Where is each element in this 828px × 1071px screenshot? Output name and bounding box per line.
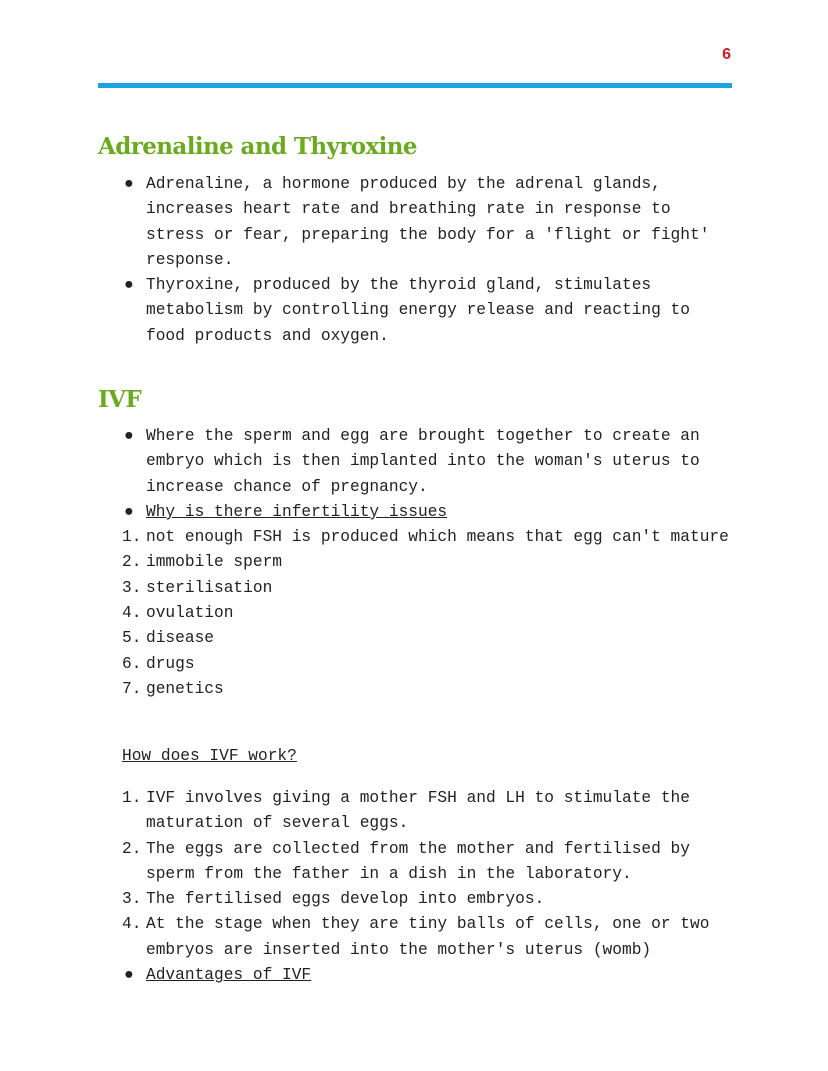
list-item: ● Advantages of IVF [98, 963, 738, 988]
item-text: not enough FSH is produced which means that egg can't mature [146, 528, 729, 547]
item-text: The fertilised eggs develop into embryos. [146, 890, 545, 909]
ivf-steps-list [98, 786, 738, 988]
item-text: genetics [146, 679, 224, 698]
item-text: disease [146, 629, 214, 648]
item-text: drugs [146, 654, 195, 673]
item-number: 5. [122, 629, 142, 648]
header-rule [98, 83, 732, 88]
ivf-list [98, 424, 738, 702]
list-item: ● Where the sperm and egg are brought together to create an embryo which is then implanted into the woman's uterus to increase chance of pregnancy. [98, 424, 738, 500]
numbered-item [98, 887, 738, 912]
item-number: 3. [122, 890, 142, 909]
bullet-icon: ● [124, 427, 134, 445]
page-number: 6 [722, 46, 731, 63]
numbered-item [98, 837, 738, 888]
numbered-item [98, 652, 738, 677]
item-text: At the stage when they are tiny balls of cells, one or two embryos are inserted into the mother's uterus (womb) [146, 915, 710, 959]
item-number: 6. [122, 654, 142, 673]
heading-ivf: IVF [98, 386, 142, 413]
item-number: 1. [122, 528, 142, 547]
item-number: 2. [122, 553, 142, 572]
bullet-icon: ● [124, 502, 134, 521]
item-text: ovulation [146, 604, 234, 623]
numbered-item [98, 626, 738, 651]
item-number: 2. [122, 839, 142, 858]
numbered-item [98, 576, 738, 601]
item-number: 4. [122, 604, 142, 623]
item-text: immobile sperm [146, 553, 282, 572]
item-number: 3. [122, 578, 142, 597]
item-number: 7. [122, 679, 142, 698]
item-number: 4. [122, 915, 142, 934]
hormone-list [98, 172, 738, 349]
item-text: sterilisation [146, 578, 273, 597]
list-item: ● Thyroxine, produced by the thyroid gland, stimulates metabolism by controlling energy release and reacting to food products and oxygen. [98, 273, 738, 349]
list-item: ● Adrenaline, a hormone produced by the adrenal glands, increases heart rate and breathing rate in response to stress or fear, preparing the body for a 'flight or fight' response. [98, 172, 738, 273]
item-number: 1. [122, 789, 142, 807]
numbered-item [98, 550, 738, 575]
bullet-icon: ● [124, 966, 134, 985]
how-ivf-works-heading: How does IVF work? [122, 747, 297, 765]
item-text: IVF involves giving a mother FSH and LH to stimulate the maturation of several eggs. [146, 789, 690, 833]
numbered-item [98, 677, 738, 702]
numbered-item [98, 601, 738, 626]
list-item: ● Why is there infertility issues [98, 500, 738, 525]
heading-adrenaline-thyroxine: Adrenaline and Thyroxine [98, 133, 417, 160]
item-text: The eggs are collected from the mother and fertilised by sperm from the father in a dish in the laboratory. [146, 839, 690, 883]
numbered-item [98, 912, 738, 963]
numbered-item [98, 525, 738, 550]
bullet-icon: ● [124, 175, 134, 193]
numbered-item [98, 786, 738, 837]
bullet-icon: ● [124, 276, 134, 295]
